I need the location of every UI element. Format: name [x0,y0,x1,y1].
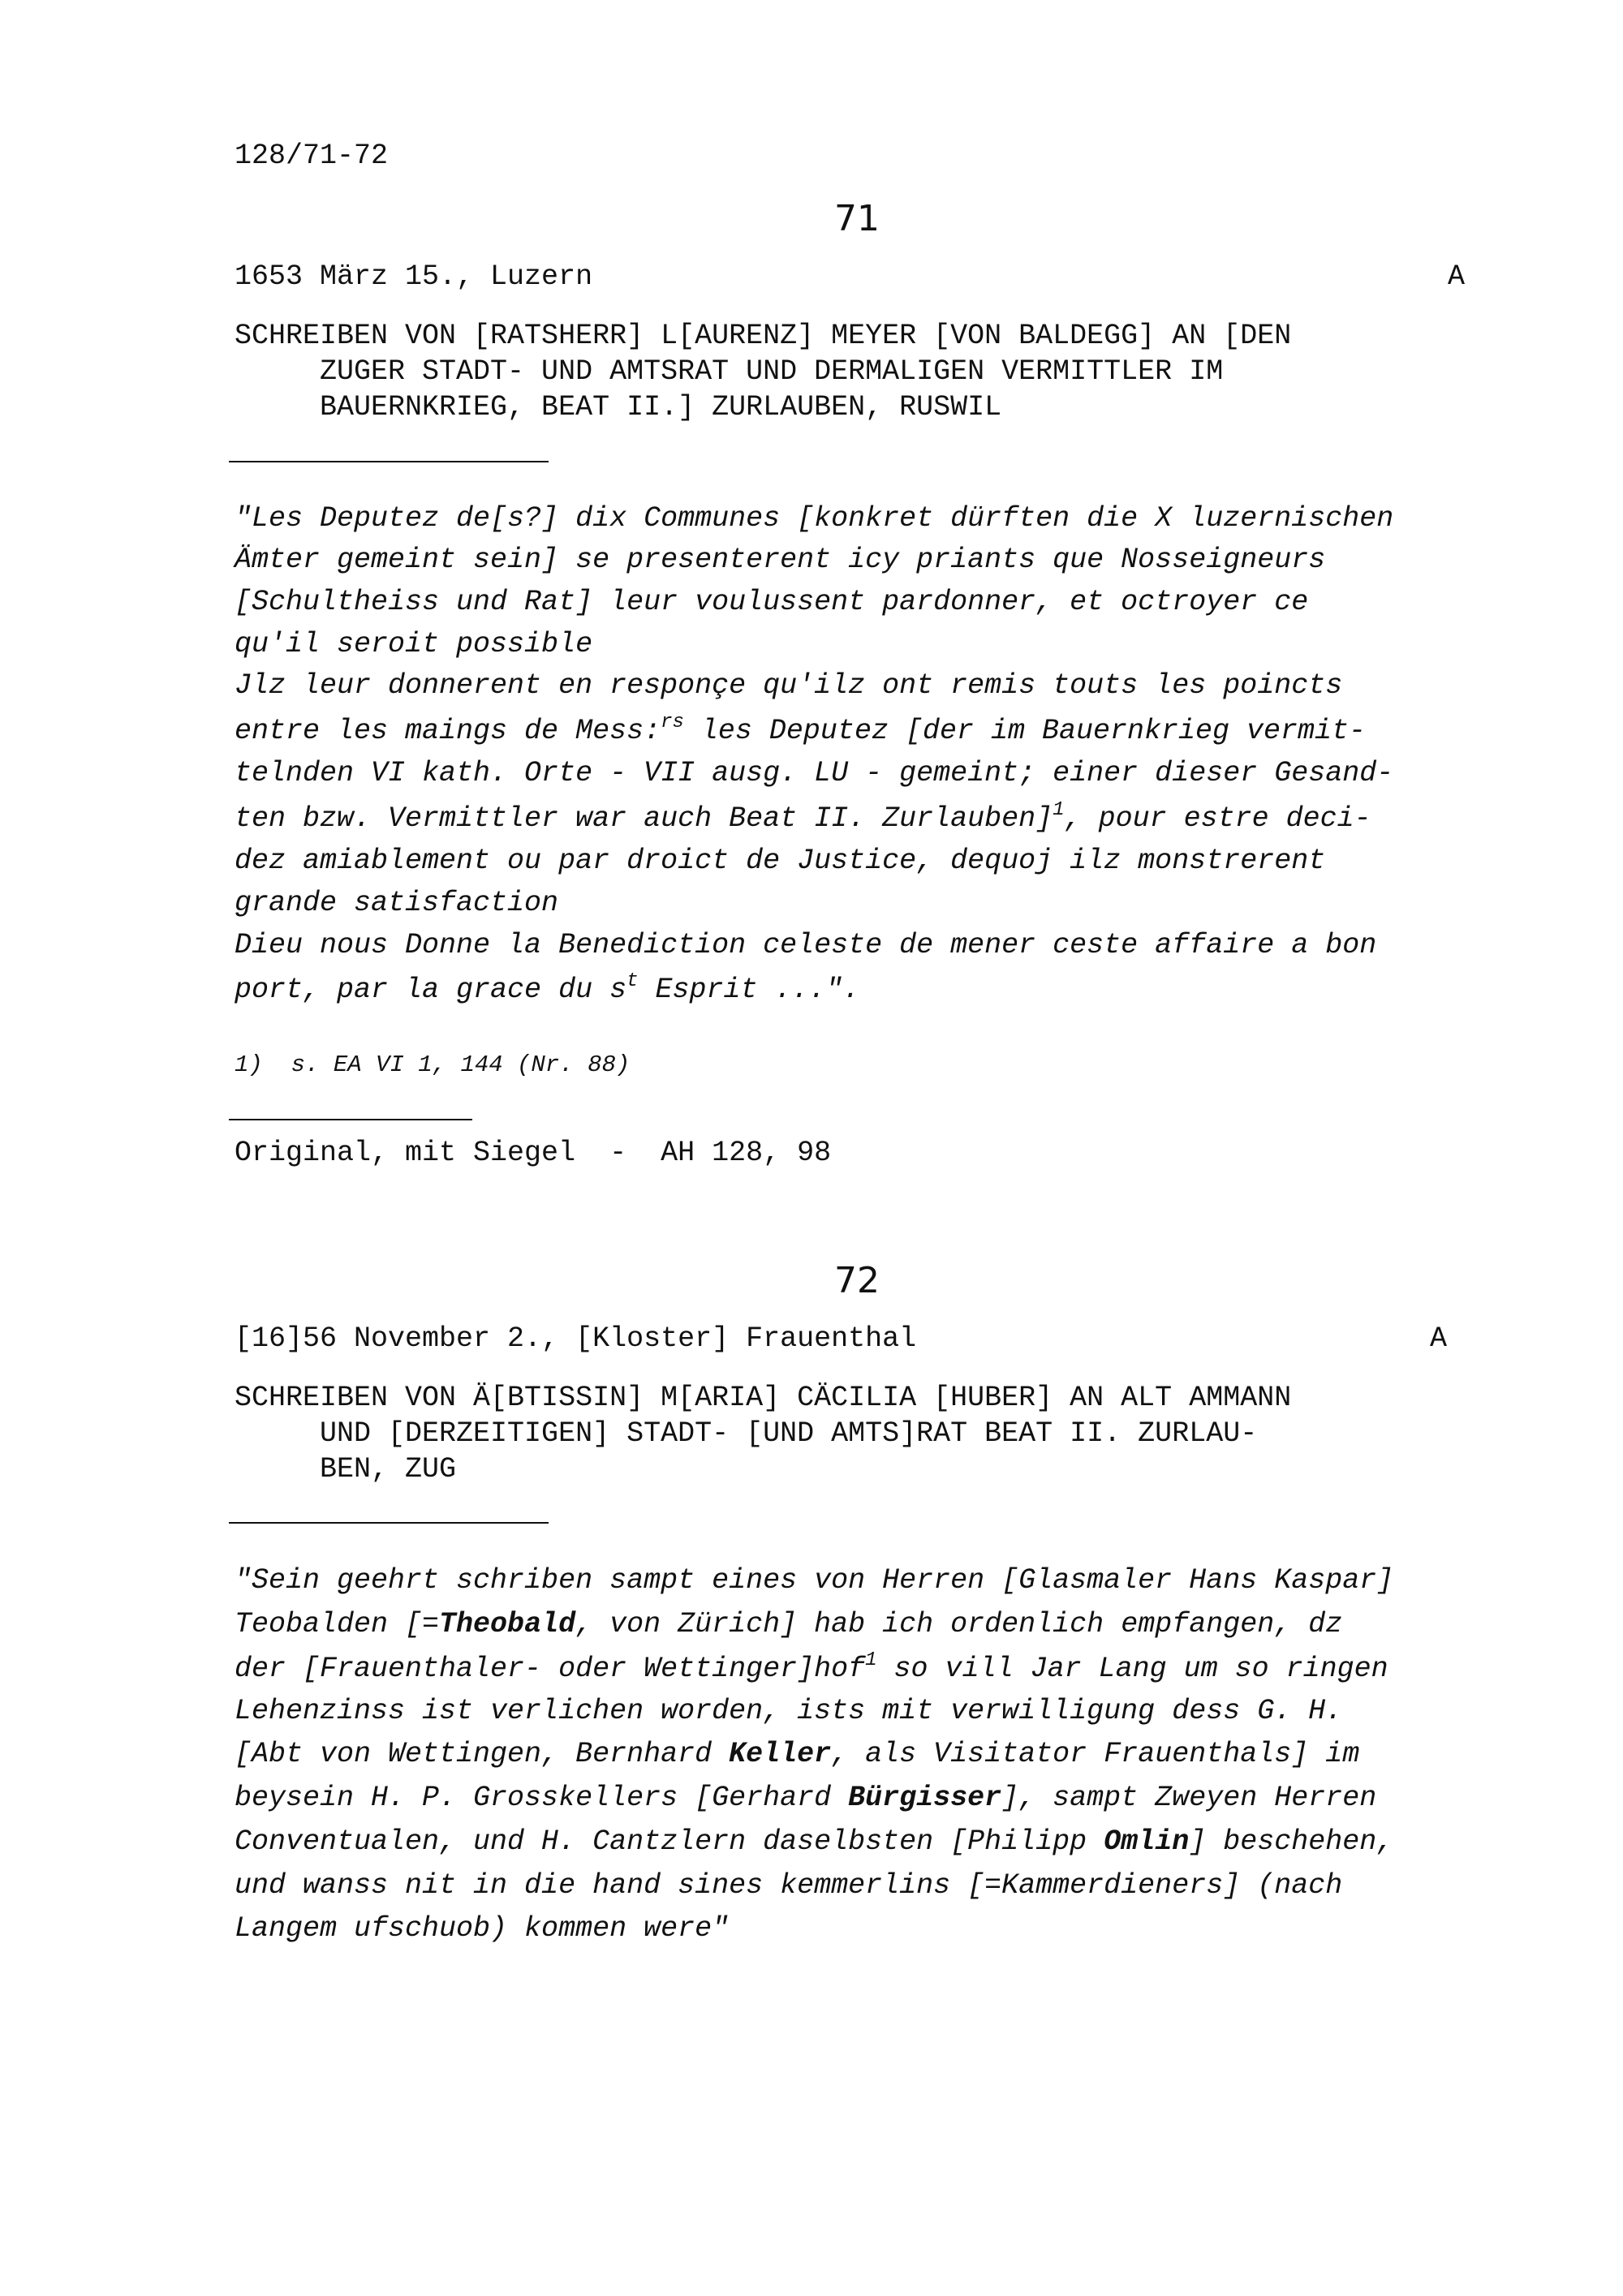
text-segment: der [Frauenthaler- oder Wettinger]hof [235,1653,866,1685]
text-segment: Dieu nous Donne la Benediction celeste de mener ceste affaire a bon [235,929,1377,961]
text-segment: Teobalden [= [235,1608,440,1640]
bold-name: Omlin [1104,1825,1190,1858]
quote-line [235,847,1325,875]
quote-line [235,712,1367,747]
quote-line [235,970,860,1006]
quote-line [235,1564,1394,1597]
title-line: ZUGER STADT- UND AMTSRAT UND DERMALIGEN VERMITTLER IM [235,355,1224,388]
bold-name: Keller [729,1738,832,1770]
text-segment: Conventualen, und H. Cantzlern daselbsten [Philipp [235,1825,1104,1858]
date-place: 1653 März 15., Luzern [235,260,593,293]
marker: A [1430,1322,1448,1355]
quote-line [235,502,1394,535]
text-segment: "Les Deputez de[s?] dix Communes [konkret dürften die X luzernischen [235,502,1394,535]
title-line: UND [DERZEITIGEN] STADT- [UND AMTS]RAT BEAT II. ZURLAU- [235,1417,1258,1450]
text-segment: telnden VI kath. Orte - VII ausg. LU - gemeint; einer dieser Gesand- [235,757,1394,789]
title-line: SCHREIBEN VON Ä[BTISSIN] M[ARIA] CÄCILIA [HUBER] AN ALT AMMANN [235,1382,1292,1414]
text-segment: Langem ufschuob) kommen were" [235,1912,730,1945]
text-segment: , pour estre deci- [1064,802,1371,835]
title-line: BEN, ZUG [235,1453,457,1486]
footnote: 1) s. EA VI 1, 144 (Nr. 88) [235,1051,631,1078]
quote-line [235,546,1325,574]
quote-line [235,1610,1342,1639]
text-segment: qu'il seroit possible [235,628,593,660]
text-segment: Lehenzinss ist verlichen worden, ists mit verwilligung dess G. H. [235,1695,1343,1727]
quote-line [235,1697,1342,1726]
text-segment: ], sampt Zweyen Herren [1001,1782,1377,1814]
text-segment: entre les maings de Mess: [235,715,661,747]
quote-line [235,1740,1359,1769]
date-place: [16]56 November 2., [Kloster] Frauenthal [235,1322,917,1355]
superscript: t [626,970,639,992]
text-segment: Jlz leur donnerent en responçe qu'ilz ont remis touts les poincts [235,669,1343,702]
text-segment: ten bzw. Vermittler war auch Beat II. Zurlauben] [235,802,1053,835]
text-segment: les Deputez [der im Bauernkrieg vermit- [683,715,1367,747]
quote-line [235,1825,1394,1858]
bold-name: Theobald [439,1608,576,1640]
quote-line [235,1912,730,1945]
text-segment: dez amiablement ou par droict de Justice, dequoj ilz monstrerent [235,845,1326,877]
quote-line [235,1784,1376,1812]
text-segment: Ämter gemeint sein] se presenterent icy priants que Nosseigneurs [235,544,1326,576]
quote-line [235,588,1308,617]
superscript: 1 [865,1649,877,1671]
superscript: rs [661,712,684,733]
text-segment: "Sein geehrt schriben sampt eines von Herren [Glasmaler Hans Kaspar] [235,1564,1394,1597]
text-segment: Esprit ...". [638,974,860,1006]
quote-line [235,1869,1343,1902]
quote-line [235,630,592,659]
document-number: 72 [834,1260,880,1301]
bold-name: Bürgisser [848,1782,1002,1814]
quote-line [235,669,1343,702]
quote-line [235,1649,1388,1685]
title-line: SCHREIBEN VON [RATSHERR] L[AURENZ] MEYER [VON BALDEGG] AN [DEN [235,320,1292,352]
quote-line [235,759,1393,788]
source-note: Original, mit Siegel - AH 128, 98 [235,1137,832,1169]
divider [229,1522,549,1524]
divider [229,461,549,462]
text-segment: und wanss nit in die hand sines kemmerlins [=Kammerdieners] (nach [235,1869,1343,1902]
document-number: 71 [834,198,880,239]
text-segment: , von Zürich] hab ich ordenlich empfangen, dz [575,1608,1343,1640]
text-segment: beysein H. P. Grosskellers [Gerhard [235,1782,849,1814]
marker: A [1448,260,1466,293]
text-segment: grande satisfaction [235,887,559,919]
text-segment: [Schultheiss und Rat] leur voulussent pardonner, et octroyer ce [235,586,1309,618]
quote-line [235,799,1371,835]
superscript: 1 [1053,799,1065,821]
quote-line [235,889,558,918]
title-line: BAUERNKRIEG, BEAT II.] ZURLAUBEN, RUSWIL [235,391,1002,424]
text-segment: [Abt von Wettingen, Bernhard [235,1738,730,1770]
text-segment: ] beschehen, [1189,1825,1394,1858]
divider [229,1119,472,1120]
quote-line [235,931,1376,960]
document-reference: 128/71-72 [235,140,389,172]
text-segment: , als Visitator Frauenthals] im [831,1738,1360,1770]
text-segment: port, par la grace du s [235,974,627,1006]
text-segment: so vill Jar Lang um so ringen [876,1653,1388,1685]
